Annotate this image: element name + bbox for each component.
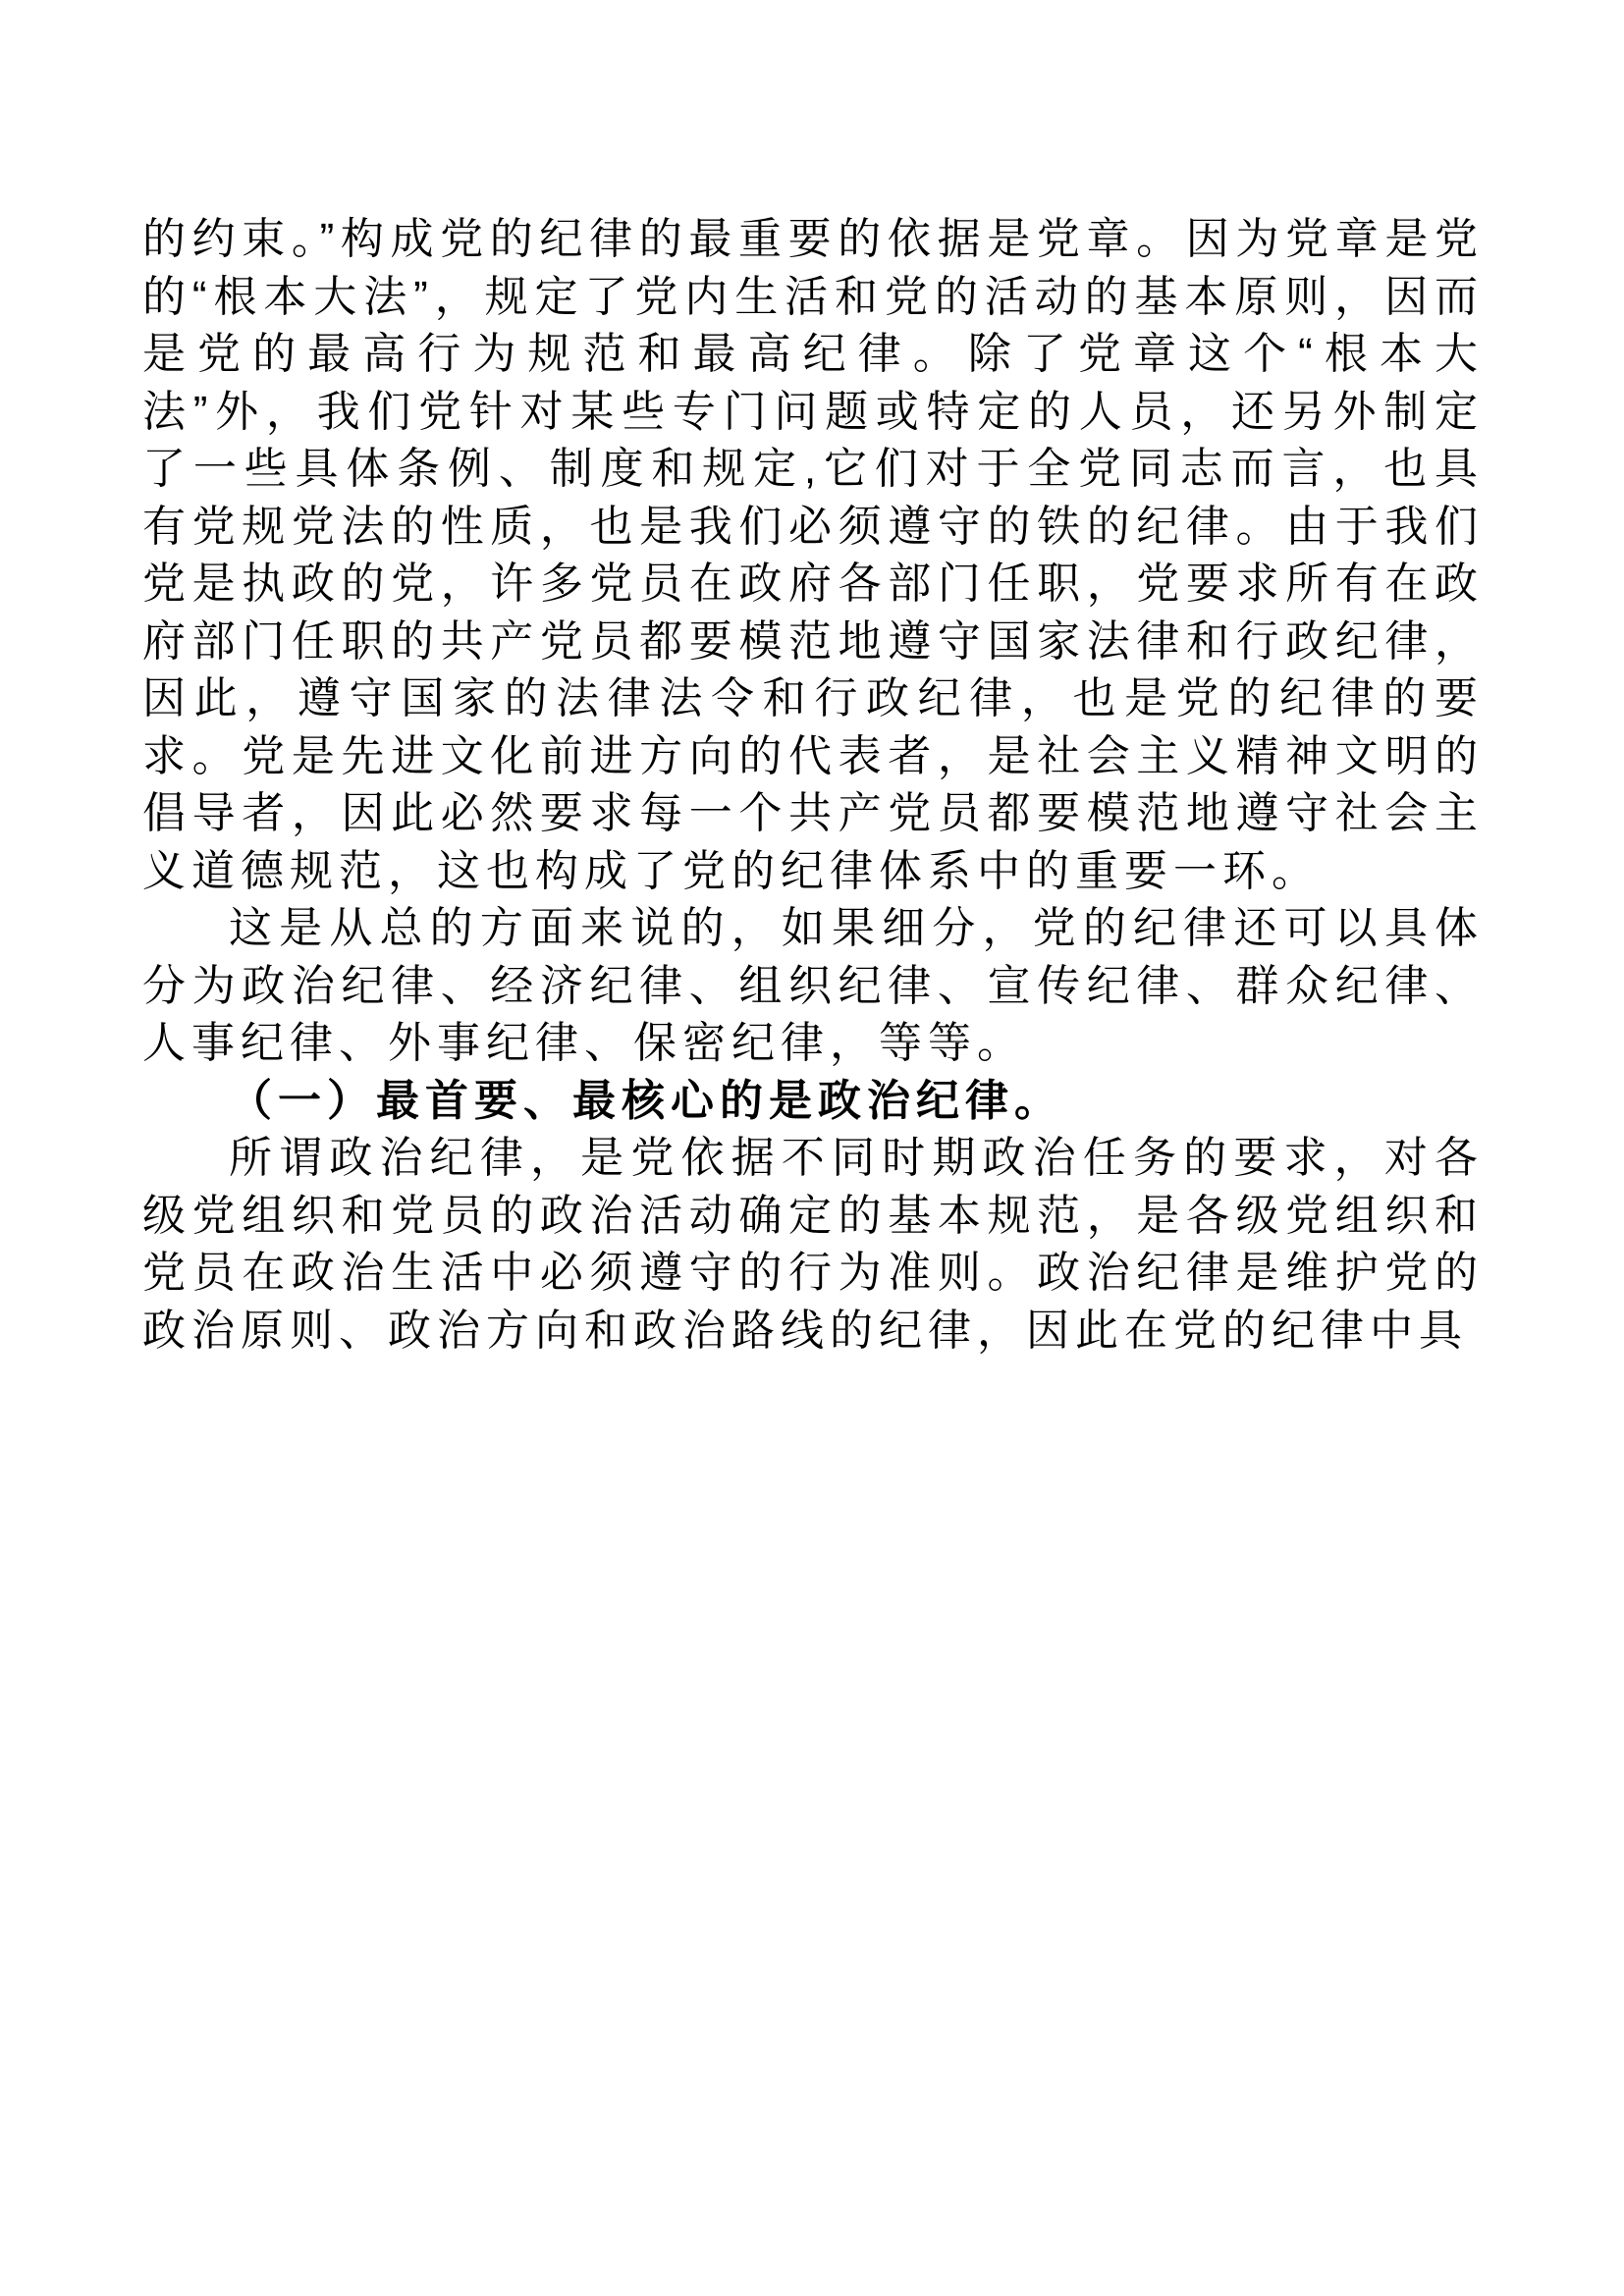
section-heading: （一）最首要、最核心的是政治纪律。	[229, 1076, 1063, 1125]
document-body	[142, 211, 1484, 1360]
paragraph-continued: 的约束。”构成党的纪律的最重要的依据是党章。因为党章是党的“根本大法”，规定了党内生活和党的活动的基本原则，因而是党的最高行为规范和最高纪律。除了党章这个“根本大法”外，我们党针对某些专门问题或特定的人员，还另外制定了一些具体条例、制度和规定,它们对于全党同志而言，也具有党规党法的性质，也是我们必须遵守的铁的纪律。由于我们党是执政的党，许多党员在政府各部门任职，党要求所有在政府部门任职的共产党员都要模范地遵守国家法律和行政纪律，因此，遵守国家的法律法令和行政纪律，也是党的纪律的要求。党是先进文化前进方向的代表者，是社会主义精神文明的倡导者，因此必然要求每一个共产党员都要模范地遵守社会主义道德规范，这也构成了党的纪律体系中的重要一环。	[142, 215, 1484, 895]
paragraph: 所谓政治纪律，是党依据不同时期政治任务的要求，对各级党组织和党员的政治活动确定的基本规范，是各级党组织和党员在政治生活中必须遵守的行为准则。政治纪律是维护党的政治原则、政治方向和政治路线的纪律，因此在党的纪律中具	[142, 1134, 1484, 1355]
paragraph: 这是从总的方面来说的，如果细分，党的纪律还可以具体分为政治纪律、经济纪律、组织纪律、宣传纪律、群众纪律、人事纪律、外事纪律、保密纪律，等等。	[142, 904, 1484, 1067]
